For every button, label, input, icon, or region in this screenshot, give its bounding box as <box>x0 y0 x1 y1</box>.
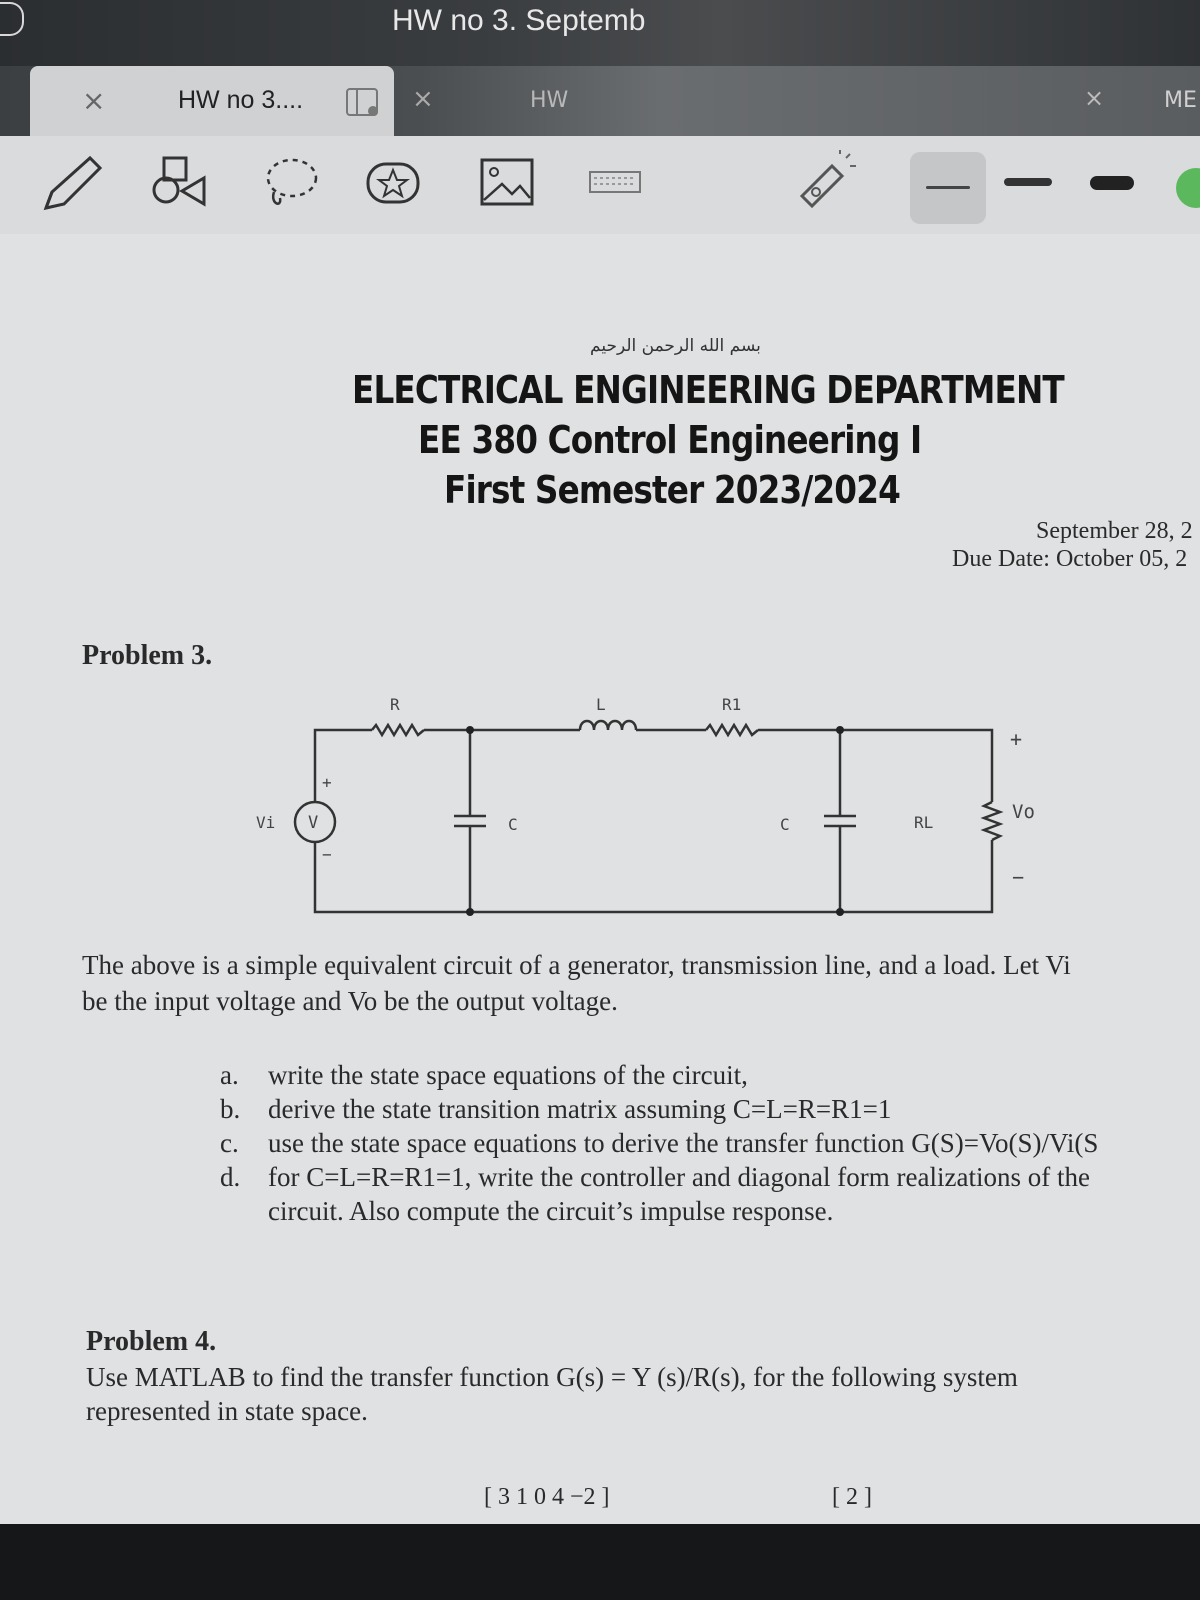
problem-4-text: Use MATLAB to find the transfer function G(s) = Y (s)/R(s), for the following system <box>86 1362 1018 1392</box>
close-tab-icon[interactable]: × <box>82 84 106 117</box>
circuit-diagram <box>240 672 1060 922</box>
back-icon[interactable] <box>0 2 24 36</box>
tab-label: HW no 3.... <box>178 86 304 114</box>
tab-hw-no-3[interactable] <box>30 66 394 136</box>
pen-tool-button[interactable] <box>38 148 108 218</box>
label-output-minus: − <box>1012 865 1025 889</box>
image-icon <box>474 148 544 218</box>
problem-4-title: Problem 4. <box>86 1326 217 1357</box>
wire <box>315 840 992 912</box>
title-bar <box>0 0 1200 66</box>
course-heading: EE 380 Control Engineering I <box>418 418 922 462</box>
pen-icon <box>38 148 108 218</box>
junction-node <box>836 726 844 734</box>
lasso-icon <box>256 148 326 218</box>
image-tool-button[interactable] <box>474 148 544 218</box>
junction-node <box>466 908 474 916</box>
wire <box>758 730 992 802</box>
junction-node <box>836 908 844 916</box>
due-date: Due Date: October 05, 2 <box>952 546 1188 572</box>
label-source-minus: − <box>322 845 332 864</box>
semester-heading: First Semester 2023/2024 <box>444 468 900 512</box>
basmala-text: بسم الله الرحمن الرحيم <box>590 336 761 356</box>
shapes-tool-button[interactable] <box>146 148 216 218</box>
laser-pointer-icon <box>792 148 862 218</box>
unsaved-dot-icon <box>368 106 378 116</box>
label-rl: RL <box>914 813 934 832</box>
document-title: HW no 3. Septemb <box>392 4 646 37</box>
shapes-icon <box>146 148 216 218</box>
tab-hw[interactable] <box>400 66 620 136</box>
item-marker: d. <box>220 1162 241 1192</box>
text-box-tool-button[interactable] <box>584 148 654 218</box>
item-marker: b. <box>220 1094 241 1124</box>
label-vi: Vi <box>256 813 276 832</box>
item-marker: c. <box>220 1128 239 1158</box>
stroke-size-medium-button[interactable] <box>1004 178 1052 186</box>
label-output-plus: + <box>1010 727 1023 751</box>
stroke-size-thick-button[interactable] <box>1090 176 1134 190</box>
problem-3-description: be the input voltage and Vo be the output voltage. <box>82 986 618 1016</box>
screen-bezel <box>0 1524 1200 1600</box>
label-v: V <box>308 813 319 833</box>
capacitor-c-left <box>454 816 486 826</box>
issue-date: September 28, 2 <box>1036 518 1193 544</box>
laser-pointer-tool-button[interactable] <box>792 148 862 218</box>
junction-node <box>466 726 474 734</box>
problem-4-text: represented in state space. <box>86 1396 368 1426</box>
thin-stroke-icon <box>926 186 970 189</box>
tab-label: HW <box>530 88 569 113</box>
problem-3-description: The above is a simple equivalent circuit of a generator, transmission line, and a load. Let Vi <box>82 950 1071 980</box>
sticker-tool-button[interactable] <box>360 148 430 218</box>
resistor-rl <box>984 802 1000 840</box>
resistor-r1 <box>706 725 758 735</box>
text-box-icon <box>584 148 654 218</box>
lasso-tool-button[interactable] <box>256 148 326 218</box>
department-heading: ELECTRICAL ENGINEERING DEPARTMENT <box>352 368 1064 412</box>
capacitor-c-right <box>824 816 856 826</box>
state-matrix-row: [ 3 1 0 4 −2 ] <box>484 1484 610 1510</box>
inductor-l <box>580 721 636 730</box>
label-c-left: C <box>508 815 518 834</box>
label-source-plus: + <box>322 773 332 792</box>
problem-3-title: Problem 3. <box>82 640 213 671</box>
item-text: write the state space equations of the circuit, <box>268 1060 748 1090</box>
input-matrix-row: [ 2 ] <box>832 1484 872 1510</box>
item-text: use the state space equations to derive the transfer function G(S)=Vo(S)/Vi(S <box>268 1128 1099 1158</box>
tab-me[interactable] <box>1080 66 1200 136</box>
label-r: R <box>390 695 400 714</box>
close-tab-icon[interactable]: × <box>1084 84 1105 112</box>
item-marker: a. <box>220 1060 239 1090</box>
close-tab-icon[interactable]: × <box>412 84 434 114</box>
resistor-r <box>372 725 424 735</box>
sticker-icon <box>360 148 430 218</box>
label-c-right: C <box>780 815 790 834</box>
item-text: circuit. Also compute the circuit’s impulse response. <box>268 1196 834 1226</box>
tab-label: ME <box>1164 88 1197 113</box>
item-text: for C=L=R=R1=1, write the controller and diagonal form realizations of the <box>268 1162 1090 1192</box>
label-r1: R1 <box>722 695 742 714</box>
label-l: L <box>596 695 606 714</box>
item-text: derive the state transition matrix assuming C=L=R=R1=1 <box>268 1094 892 1124</box>
label-vo: Vo <box>1012 801 1035 823</box>
stroke-size-thin-button[interactable] <box>910 152 986 224</box>
